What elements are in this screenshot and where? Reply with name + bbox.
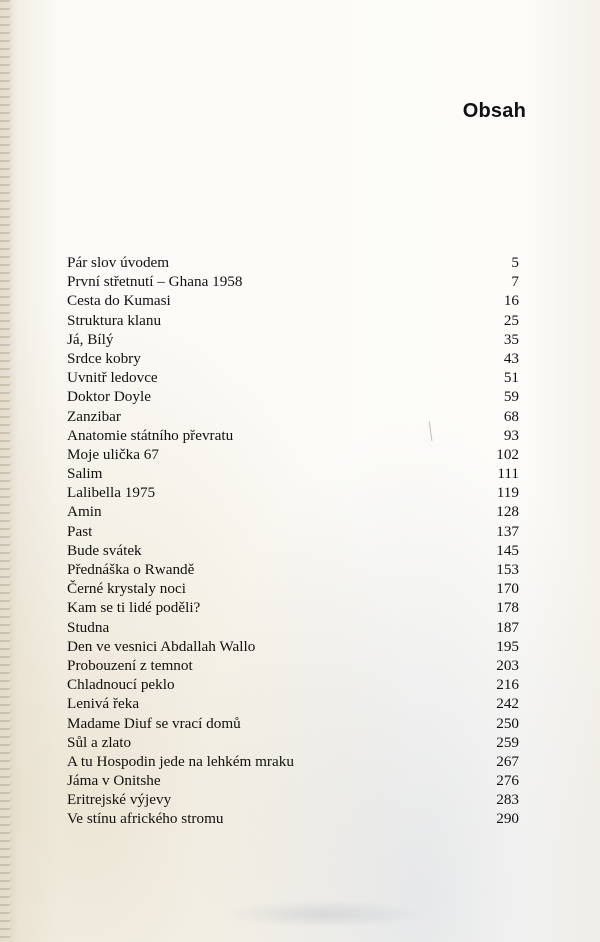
toc-entry-page: 7: [511, 273, 519, 291]
toc-entry-page: 102: [496, 445, 519, 463]
binding-edge: [0, 0, 10, 942]
toc-entry-title: Doktor Doyle: [67, 388, 151, 406]
toc-row: [67, 809, 519, 828]
page-title: Obsah: [462, 100, 526, 122]
toc-entry-title: Černé krystaly noci: [67, 580, 186, 598]
toc-row: [67, 426, 519, 445]
toc-row: [67, 637, 519, 656]
toc-entry-title: Past: [67, 522, 93, 540]
toc-entry-title: Kam se ti lidé poděli?: [67, 599, 201, 617]
toc-row: [67, 579, 519, 598]
toc-entry-title: Přednáška o Rwandě: [67, 561, 195, 578]
toc-entry-title: Jáma v Onitshe: [67, 772, 161, 790]
toc-entry-page: 276: [496, 772, 519, 790]
toc-entry-page: 137: [496, 522, 519, 540]
toc-entry-title: Madame Diuf se vrací domů: [67, 714, 241, 732]
toc-entry-title: Salim: [67, 465, 103, 483]
toc-entry-page: 51: [503, 369, 519, 387]
toc-entry-page: 203: [496, 656, 519, 674]
toc-entry-title: Bude svátek: [67, 541, 142, 559]
toc-row: [67, 253, 519, 272]
toc-entry-page: 93: [503, 426, 519, 444]
toc-entry-page: 290: [496, 810, 519, 828]
toc-entry-title: Chladnoucí peklo: [67, 676, 175, 694]
toc-entry-page: 59: [503, 388, 519, 406]
toc-entry-title: Struktura klanu: [67, 311, 162, 329]
toc-entry-page: 5: [511, 254, 519, 271]
toc-entry-page: 178: [496, 599, 519, 617]
toc-row: [67, 541, 519, 560]
toc-row: [67, 349, 519, 368]
toc-row: [67, 656, 519, 675]
toc-entry-page: 35: [503, 330, 519, 348]
toc-row: [67, 464, 519, 483]
toc-row: [67, 598, 519, 617]
toc-entry-page: 242: [496, 695, 519, 713]
toc-entry-title: Anatomie státního převratu: [67, 426, 234, 444]
toc-row: [67, 790, 519, 809]
toc-row: [67, 733, 519, 752]
toc-row: [67, 368, 519, 387]
toc-entry-title: První střetnutí – Ghana 1958: [67, 273, 243, 291]
toc-row: [67, 522, 519, 541]
toc-entry-page: 111: [497, 465, 519, 483]
toc-row: [67, 445, 519, 464]
toc-row: [67, 714, 519, 733]
toc-entry-page: 68: [503, 407, 519, 425]
toc-entry-page: 250: [496, 714, 519, 732]
toc-entry-title: Amin: [67, 503, 102, 521]
toc-entry-page: 43: [503, 349, 519, 367]
toc-entry-title: Moje ulička 67: [67, 445, 159, 463]
toc-row: [67, 330, 519, 349]
toc-entry-page: 25: [503, 311, 519, 329]
toc-row: [67, 618, 519, 637]
toc-entry-title: Ve stínu afrického stromu: [67, 810, 224, 828]
toc-entry-title: Uvnitř ledovce: [67, 369, 158, 387]
toc-entry-title: Srdce kobry: [67, 349, 141, 367]
toc-row: [67, 387, 519, 406]
toc-entry-page: 259: [496, 733, 519, 751]
toc-entry-page: 267: [496, 752, 519, 770]
toc-entry-page: 216: [496, 676, 519, 694]
toc-row: [67, 502, 519, 521]
toc-entry-title: Lenivá řeka: [67, 695, 140, 713]
toc-entry-page: 170: [496, 580, 519, 598]
toc-row: [67, 272, 519, 291]
toc-row: [67, 483, 519, 502]
table-of-contents: [67, 253, 519, 829]
toc-entry-title: Eritrejské výjevy: [67, 791, 172, 809]
toc-row: [67, 752, 519, 771]
toc-entry-title: Probouzení z temnot: [67, 656, 193, 674]
toc-entry-title: Lalibella 1975: [67, 484, 156, 502]
toc-row: [67, 560, 519, 579]
toc-row: [67, 311, 519, 330]
toc-entry-page: 153: [496, 561, 519, 578]
page-smudge: [225, 900, 425, 928]
toc-entry-title: Zanzibar: [67, 407, 121, 425]
toc-entry-title: A tu Hospodin jede na lehkém mraku: [67, 752, 294, 770]
toc-entry-page: 187: [496, 618, 519, 636]
toc-entry-title: Den ve vesnici Abdallah Wallo: [67, 637, 256, 655]
toc-row: [67, 694, 519, 713]
toc-row: [67, 291, 519, 310]
toc-entry-title: Cesta do Kumasi: [67, 292, 171, 310]
toc-row: [67, 407, 519, 426]
toc-entry-page: 16: [503, 292, 519, 310]
toc-entry-page: 119: [496, 484, 519, 502]
toc-entry-page: 145: [496, 541, 519, 559]
toc-entry-title: Studna: [67, 618, 110, 636]
toc-entry-page: 283: [496, 791, 519, 809]
toc-row: [67, 675, 519, 694]
toc-row: [67, 771, 519, 790]
toc-entry-page: 128: [496, 503, 519, 521]
toc-entry-title: Pár slov úvodem: [67, 254, 170, 271]
toc-entry-page: 195: [496, 637, 519, 655]
toc-entry-title: Sůl a zlato: [67, 733, 132, 751]
toc-entry-title: Já, Bílý: [67, 330, 114, 348]
